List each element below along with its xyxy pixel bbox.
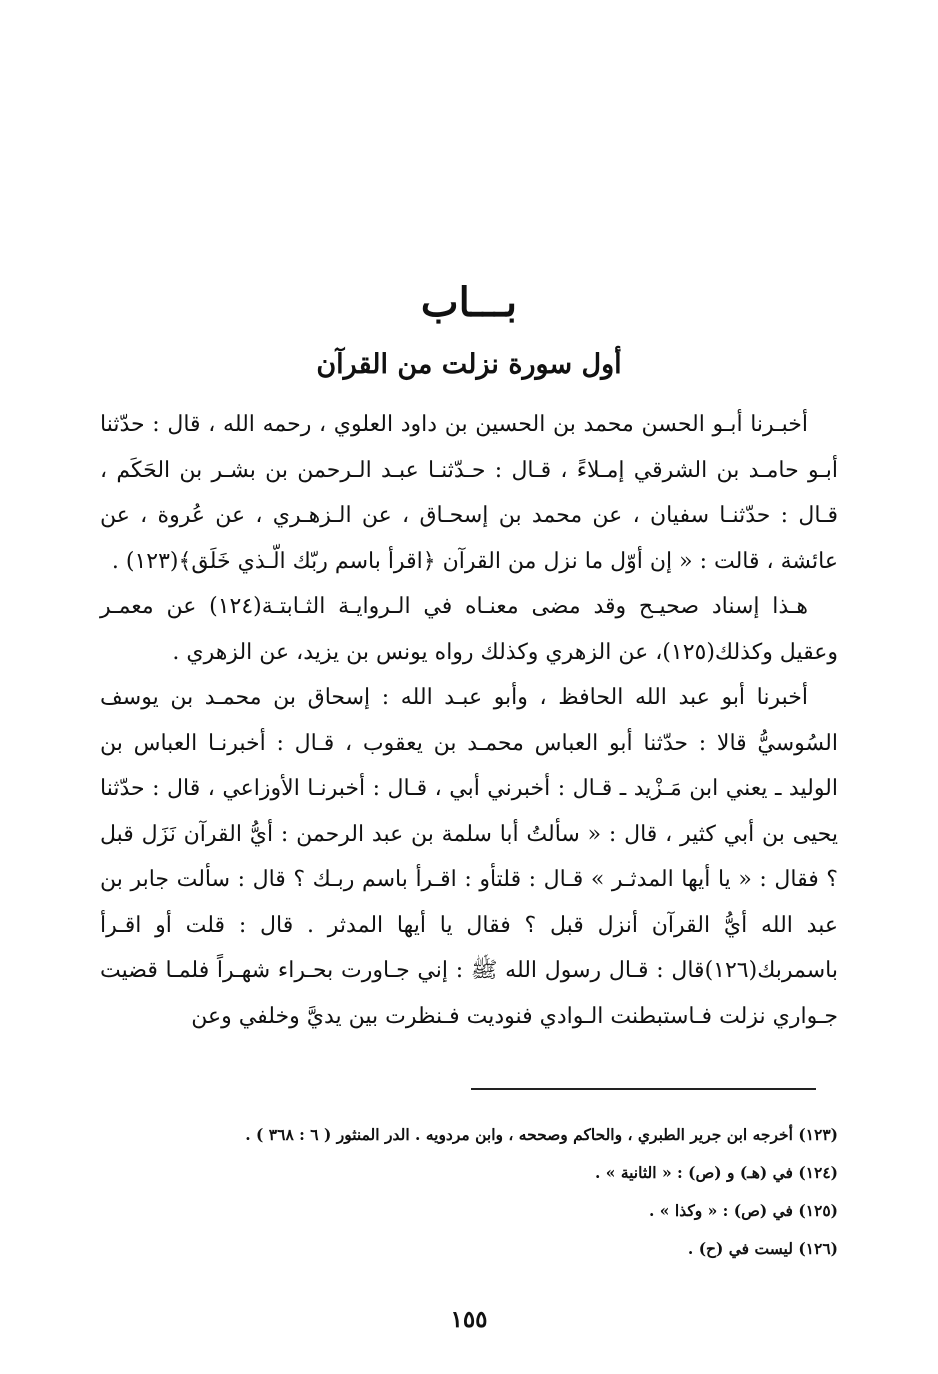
paragraph: هـذا إسناد صحيـح وقد مضى معنـاه في الـروايـة الثـابتـة(١٢٤) عن معمـر وعقيل وكذلك(١٢٥)، عن الزهري وكذلك رواه يونس بن يزيد، عن الزهري . bbox=[100, 594, 838, 665]
footnote-item: (١٢٦) ليست في (ح) . bbox=[687, 1239, 838, 1258]
chapter-subtitle: أول سورة نزلت من القرآن bbox=[316, 349, 622, 380]
footnote-item: (١٢٣) أخرجه ابن جرير الطبري ، والحاكم وصححه ، وابن مردويه . الدر المنثور ( ٦ : ٣٦٨ ) . bbox=[245, 1125, 838, 1144]
paragraph: أخبرنا أبو عبد الله الحافظ ، وأبو عبـد الله : إسحاق بن محمـد بن يوسف السُوسيُّ قالا : حدّثنا أبو العباس محمـد بن يعقوب ، قـال : أخبرنـا العباس بن الوليد ـ يعني ابن مَـزْيد ـ قـال : أخبرني أبي ، قـال : أخبرنـا الأوزاعي ، قال : حدّثنا يحيى بن أبي كثير ، قال : « سألتُ أبا سلمة بن عبد الرحمن : أيُّ القرآن نَزَل قبل ؟ فقال : « يا أيها المدثـر » قـال : قلتأو : اقـرأ باسم ربـك ؟ قال : سألت جابر بن عبد الله أيُّ القرآن أنزل قبل ؟ فقال يا أيها المدثر . قال : قلت أو اقـرأ باسمربك(١٢٦)قال : قـال رسول الله ﷺ : إني جـاورت بحـراء شهـراً فلمـا قضيت جـواري نزلت فـاستبطنت الـوادي فنوديت فـنظرت بين يديَّ وخلفي وعن bbox=[100, 685, 838, 1029]
footnote-item: (١٢٥) في (ص) : « وكذا » . bbox=[649, 1201, 838, 1220]
footnote-divider bbox=[471, 1088, 816, 1090]
chapter-title: بـــاب bbox=[420, 279, 518, 326]
footnotes bbox=[100, 1116, 838, 1268]
main-text bbox=[100, 402, 838, 1039]
footnote-item: (١٢٤) في (هـ) و (ص) : « الثانية » . bbox=[594, 1163, 838, 1182]
page-number: ١٥٥ bbox=[450, 1306, 488, 1333]
paragraph: أخبـرنا أبـو الحسن محمد بن الحسين بن داود العلوي ، رحمه الله ، قال : حدّثنا أبـو حامـد بن الشرقي إمـلاءً ، قـال : حـدّثنـا عبـد الـرحمن بن بشـر بن الحَكَم ، قـال : حدّثنـا سفيان ، عن محمد بن إسحـاق ، عن الـزهـري ، عن عُروة ، عن عائشة ، قالت : « إن أوّل ما نزل من القرآن ﴿اقرأ باسم ربّك الّـذي خَلَق﴾(١٢٣) . bbox=[100, 412, 838, 574]
